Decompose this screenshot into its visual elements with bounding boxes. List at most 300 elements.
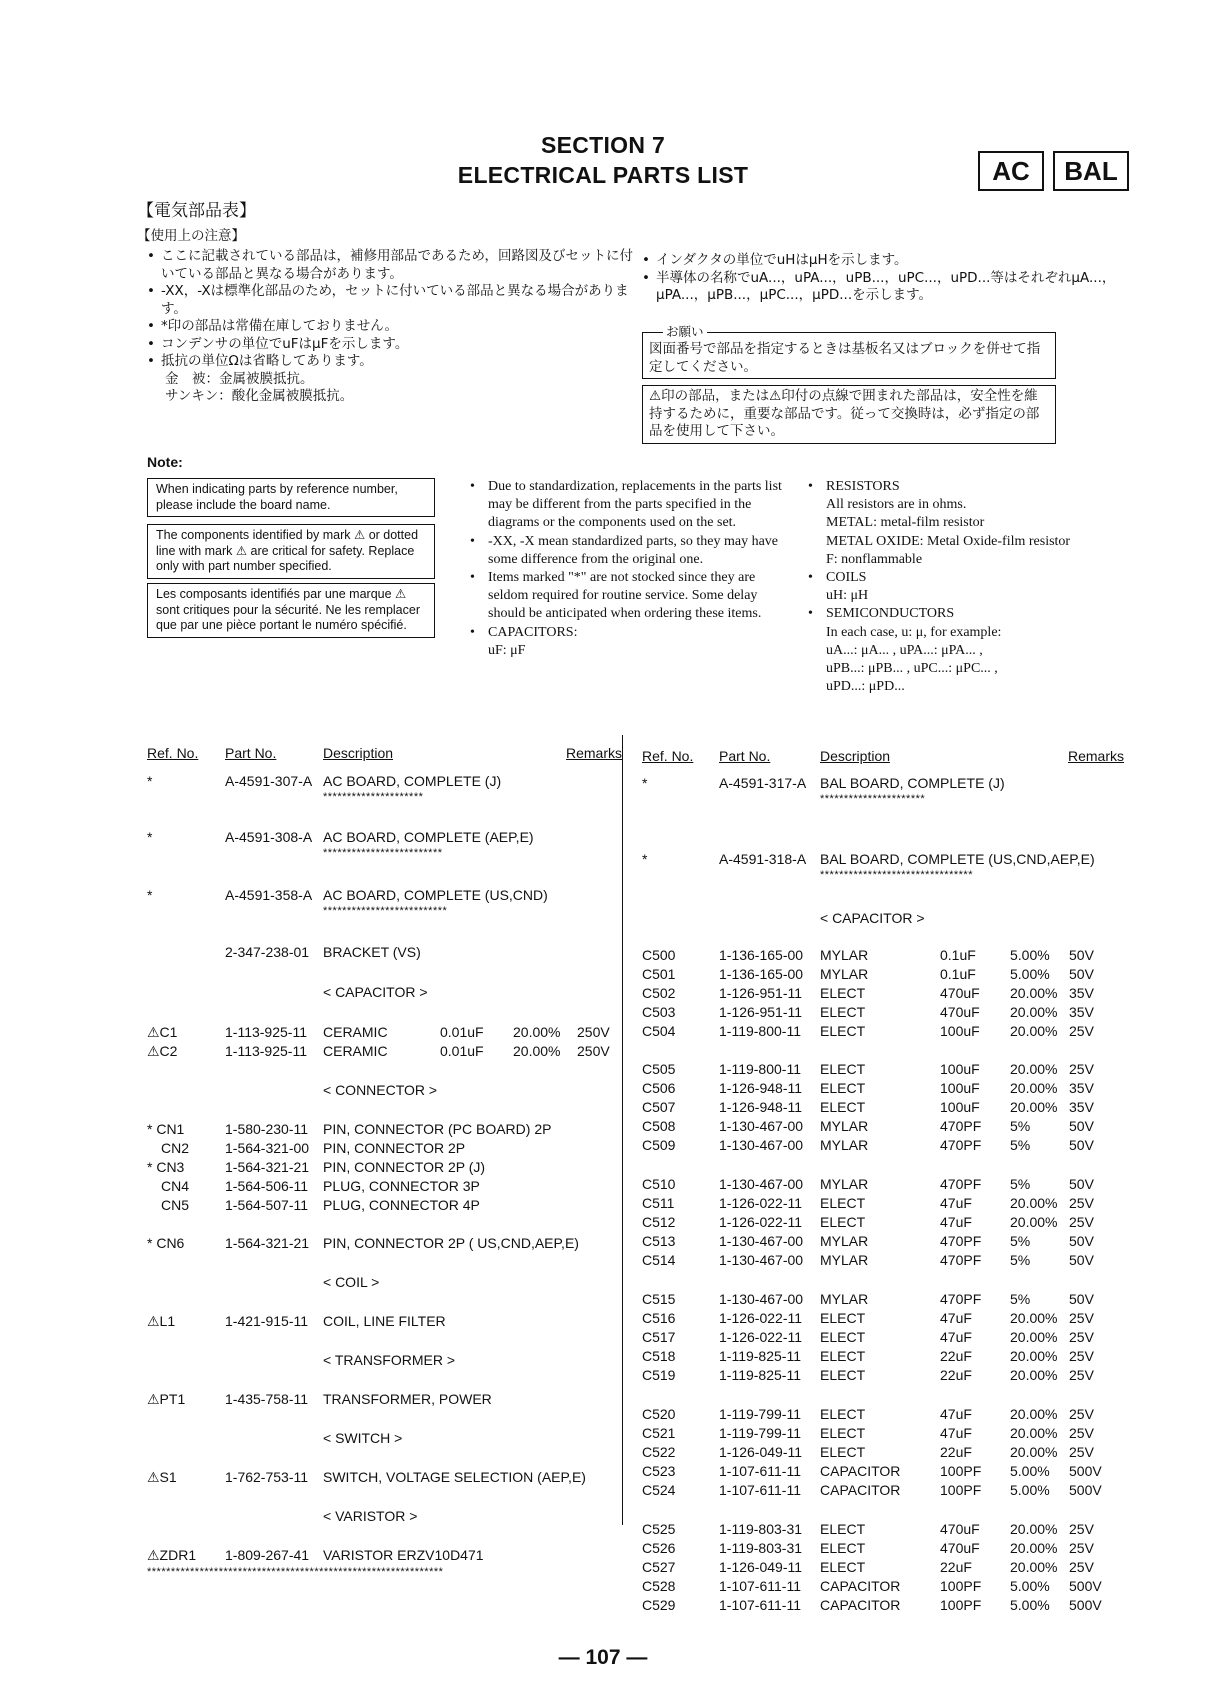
value-cell: 100uF [940, 1023, 980, 1039]
part-number-cell: 1-119-800-11 [719, 1023, 801, 1039]
note-label: Note: [147, 454, 183, 470]
ref-cell: * [642, 775, 648, 791]
ref-cell: C520 [642, 1406, 676, 1422]
rating-cell: 35V [1069, 1099, 1094, 1115]
description-cell: ELECT [820, 1061, 866, 1077]
ref-cell: C529 [642, 1597, 676, 1613]
rating-cell: 25V [1069, 1023, 1094, 1039]
description-cell: PLUG, CONNECTOR 4P [323, 1197, 480, 1213]
description-cell: < VARISTOR > [323, 1508, 418, 1524]
ref-cell: C508 [642, 1118, 676, 1134]
part-number-cell: A-4591-317-A [719, 775, 807, 791]
rating-cell: 35V [1069, 1004, 1094, 1020]
ref-cell: * [147, 829, 153, 845]
jp-subheading: 【使用上の注意】 [137, 228, 245, 244]
part-number-cell: 1-126-948-11 [719, 1080, 803, 1096]
part-number-cell: 1-119-799-11 [719, 1425, 801, 1441]
ref-cell: ⚠PT1 [147, 1391, 186, 1407]
rating-cell: 250V [577, 1043, 610, 1059]
description-cell: CAPACITOR [820, 1463, 901, 1479]
note-right-item [808, 642, 1128, 660]
note-mid-item [470, 624, 785, 642]
description-cell: ELECT [820, 1559, 866, 1575]
tolerance-cell: 5% [1010, 1291, 1031, 1307]
rating-cell: 25V [1069, 1444, 1094, 1460]
rating-cell: 500V [1069, 1482, 1102, 1498]
tolerance-cell: 5% [1010, 1176, 1031, 1192]
part-number-cell: 1-119-825-11 [719, 1367, 801, 1383]
tolerance-cell: 20.00% [1010, 1444, 1058, 1460]
value-cell: 470PF [940, 1118, 982, 1134]
value-cell: 470PF [940, 1291, 982, 1307]
note-mid-list [470, 478, 785, 660]
part-number-cell: 1-580-230-11 [225, 1121, 309, 1137]
part-number-cell: 1-564-321-21 [225, 1159, 310, 1175]
tolerance-cell: 20.00% [1010, 1559, 1058, 1575]
col-remarks-left: Remarks [566, 745, 623, 761]
jp-resistor-line: サンキン：酸化金属被膜抵抗。 [165, 388, 354, 404]
description-cell: MYLAR [820, 1252, 869, 1268]
description-cell: ELECT [820, 1080, 866, 1096]
stars-line: ******************************** [820, 869, 973, 881]
description-cell: ELECT [820, 1348, 866, 1364]
ref-cell: CN4 [161, 1178, 190, 1194]
tolerance-cell: 5.00% [1010, 1578, 1050, 1594]
ref-cell: * CN6 [147, 1235, 185, 1251]
note-text: COILS [826, 570, 867, 586]
note-text: uF: μF [488, 642, 526, 658]
part-number-cell: 1-107-611-11 [719, 1463, 801, 1479]
note-right-item [808, 678, 1128, 696]
description-cell: MYLAR [820, 1118, 869, 1134]
part-number-cell: 1-113-925-11 [225, 1024, 307, 1040]
tolerance-cell: 20.00% [1010, 1367, 1058, 1383]
ref-cell: C511 [642, 1195, 675, 1211]
ref-cell: C515 [642, 1291, 676, 1307]
part-number-cell: 1-564-506-11 [225, 1178, 309, 1194]
tolerance-cell: 5% [1010, 1252, 1031, 1268]
tolerance-cell: 5.00% [1010, 947, 1050, 963]
description-cell: CERAMIC [323, 1024, 388, 1040]
part-number-cell: 1-130-467-00 [719, 1291, 804, 1307]
value-cell: 0.1uF [940, 947, 976, 963]
tolerance-cell: 20.00% [513, 1043, 561, 1059]
stars-line: ********************** [820, 793, 926, 805]
part-number-cell: 1-130-467-00 [719, 1252, 804, 1268]
bullet: • [470, 479, 475, 494]
description-cell: PIN, CONNECTOR 2P (J) [323, 1159, 486, 1175]
rating-cell: 50V [1069, 1118, 1094, 1134]
part-number-cell: 1-126-022-11 [719, 1310, 803, 1326]
part-number-cell: 1-762-753-11 [225, 1469, 309, 1485]
value-cell: 47uF [940, 1195, 972, 1211]
ref-cell: C509 [642, 1137, 676, 1153]
description-cell: COIL, LINE FILTER [323, 1313, 446, 1329]
jp-note: • 半導体の名称でuA...，uPA...，uPB...，uPC...，uPD...等はそれぞれμA...，μPA...，μPB...，μPC...，μPD...を示します。 [640, 270, 1130, 305]
page-title: ELECTRICAL PARTS LIST [457, 162, 749, 188]
value-cell: 0.1uF [940, 966, 976, 982]
ref-cell: C503 [642, 1004, 676, 1020]
value-cell: 100PF [940, 1597, 982, 1613]
note-text: F: nonflammable [826, 551, 923, 567]
description-cell: < CAPACITOR > [820, 910, 925, 926]
tolerance-cell: 5.00% [1010, 966, 1050, 982]
rating-cell: 500V [1069, 1463, 1102, 1479]
description-cell: ELECT [820, 1406, 866, 1422]
tolerance-cell: 20.00% [1010, 1310, 1058, 1326]
value-cell: 47uF [940, 1329, 972, 1345]
description-cell: ELECT [820, 1540, 866, 1556]
tolerance-cell: 5% [1010, 1233, 1031, 1249]
stars-line: ************************* [323, 847, 443, 859]
description-cell: ELECT [820, 1099, 866, 1115]
part-number-cell: 1-564-321-00 [225, 1140, 310, 1156]
jp-left-notes [145, 248, 635, 406]
tolerance-cell: 5.00% [1010, 1597, 1050, 1613]
jp-resistor-line: 金 被：金属被膜抵抗。 [165, 370, 314, 387]
description-cell: ELECT [820, 1329, 866, 1345]
ref-cell: C501 [642, 966, 676, 982]
description-cell: MYLAR [820, 1233, 869, 1249]
part-number-cell: 1-126-049-11 [719, 1559, 803, 1575]
bullet: • [808, 606, 813, 622]
rating-cell: 25V [1069, 1406, 1094, 1422]
description-cell: CAPACITOR [820, 1482, 901, 1498]
note-right-item [808, 660, 1128, 678]
tolerance-cell: 20.00% [1010, 1004, 1058, 1020]
rating-cell: 25V [1069, 1559, 1094, 1575]
description-cell: CAPACITOR [820, 1578, 901, 1594]
note-right-item [808, 587, 1128, 605]
value-cell: 100uF [940, 1080, 980, 1096]
ref-cell: C505 [642, 1061, 676, 1077]
part-number-cell: 1-107-611-11 [719, 1482, 801, 1498]
description-cell: BRACKET (VS) [323, 944, 421, 960]
rating-cell: 50V [1069, 1291, 1094, 1307]
tolerance-cell: 20.00% [1010, 1214, 1058, 1230]
stars-line: ************************** [323, 905, 448, 917]
note-text: METAL: metal-film resistor [826, 515, 985, 531]
value-cell: 100PF [940, 1463, 982, 1479]
bullet: • [470, 624, 475, 640]
ref-cell: * CN1 [147, 1121, 185, 1137]
col-part-left: Part No. [225, 745, 277, 761]
description-cell: PLUG, CONNECTOR 3P [323, 1178, 480, 1194]
note-right-item [808, 605, 1128, 623]
description-cell: AC BOARD, COMPLETE (US,CND) [323, 887, 548, 903]
part-number-cell: A-4591-308-A [225, 829, 313, 845]
note-text: -XX, -X mean standardized parts, so they may have some difference from the original one. [488, 533, 779, 567]
description-cell: ELECT [820, 1195, 866, 1211]
part-number-cell: 1-130-467-00 [719, 1118, 804, 1134]
value-cell: 100PF [940, 1482, 982, 1498]
ref-cell: C500 [642, 947, 676, 963]
part-number-cell: 1-126-022-11 [719, 1329, 803, 1345]
note-right-item [808, 551, 1128, 569]
part-number-cell: 1-435-758-11 [225, 1391, 309, 1407]
description-cell: PIN, CONNECTOR 2P ( US,CND,AEP,E) [323, 1235, 579, 1251]
jp-note: • *印の部品は常備在庫しておりません。 [145, 318, 635, 336]
stars-line: ********************* [323, 791, 424, 803]
value-cell: 47uF [940, 1425, 972, 1441]
description-cell: AC BOARD, COMPLETE (AEP,E) [323, 829, 534, 845]
note-mid-item [470, 569, 785, 624]
col-ref-left: Ref. No. [147, 745, 199, 761]
jp-request-label: お願い [663, 323, 707, 341]
value-cell: 470uF [940, 1540, 980, 1556]
description-cell: ELECT [820, 1521, 866, 1537]
bullet: • [808, 479, 813, 494]
tolerance-cell: 5% [1010, 1137, 1031, 1153]
rating-cell: 500V [1069, 1578, 1102, 1594]
bullet: • [470, 533, 475, 549]
value-cell: 470uF [940, 1004, 980, 1020]
description-cell: < CONNECTOR > [323, 1082, 438, 1098]
section-number: SECTION 7 [540, 132, 666, 158]
rating-cell: 50V [1069, 1176, 1094, 1192]
col-remarks-right: Remarks [1068, 748, 1125, 764]
note-text: uH: μH [826, 588, 869, 604]
note-box-board: When indicating parts by reference number, please include the board name. [147, 478, 435, 517]
description-cell: PIN, CONNECTOR 2P [323, 1140, 466, 1156]
ref-cell: C526 [642, 1540, 676, 1556]
jp-request-text: 図面番号で部品を指定するときは基板名又はブロックを併せて指定してください。 [649, 341, 1041, 375]
ref-cell: ⚠C2 [147, 1043, 178, 1059]
jp-note: • インダクタの単位でuHはμHを示します。 [640, 252, 1130, 270]
value-cell: 470PF [940, 1137, 982, 1153]
tolerance-cell: 20.00% [1010, 1195, 1058, 1211]
note-mid-item [470, 478, 785, 533]
value-cell: 100PF [940, 1578, 982, 1594]
jp-safety-box: ⚠印の部品，または⚠印付の点線で囲まれた部品は，安全性を維持するために，重要な部品です。従って交換時は，必ず指定の部品を使用して下さい。 [642, 385, 1056, 444]
value-cell: 47uF [940, 1214, 972, 1230]
part-number-cell: 1-421-915-11 [225, 1313, 309, 1329]
description-cell: AC BOARD, COMPLETE (J) [323, 773, 502, 789]
value-cell: 470uF [940, 1521, 980, 1537]
tolerance-cell: 20.00% [1010, 1080, 1058, 1096]
ref-cell: C506 [642, 1080, 676, 1096]
description-cell: SWITCH, VOLTAGE SELECTION (AEP,E) [323, 1469, 586, 1485]
note-text: uA...: μA... , uPA...: μPA... , [826, 642, 983, 658]
description-cell: ELECT [820, 1004, 866, 1020]
tolerance-cell: 20.00% [1010, 1329, 1058, 1345]
description-cell: CAPACITOR [820, 1597, 901, 1613]
ref-cell: * CN3 [147, 1159, 185, 1175]
note-right-item [808, 624, 1128, 642]
rating-cell: 25V [1069, 1367, 1094, 1383]
rating-cell: 250V [577, 1024, 610, 1040]
description-cell: MYLAR [820, 1291, 869, 1307]
ref-cell: * [147, 887, 153, 903]
description-cell: ELECT [820, 1310, 866, 1326]
part-number-cell: 1-126-951-11 [719, 1004, 803, 1020]
rating-cell: 25V [1069, 1195, 1094, 1211]
bullet: • [470, 570, 475, 586]
description-cell: MYLAR [820, 1137, 869, 1153]
ref-cell: ⚠S1 [147, 1469, 177, 1485]
tolerance-cell: 20.00% [1010, 1425, 1058, 1441]
description-cell: ELECT [820, 1023, 866, 1039]
note-right-item [808, 569, 1128, 587]
ref-cell: CN2 [161, 1140, 190, 1156]
ref-cell: CN5 [161, 1197, 190, 1213]
ref-cell: C525 [642, 1521, 676, 1537]
tolerance-cell: 20.00% [1010, 1023, 1058, 1039]
rating-cell: 500V [1069, 1597, 1102, 1613]
tolerance-cell: 5.00% [1010, 1482, 1050, 1498]
note-box-safety-fr: Les composants identifiés par une marque ⚠ sont critiques pour la sécurité. Ne les remplacer que par une pièce portant le numéro spécifié. [147, 583, 435, 638]
part-number-cell: 2-347-238-01 [225, 944, 310, 960]
tolerance-cell: 20.00% [1010, 1406, 1058, 1422]
description-cell: < SWITCH > [323, 1430, 403, 1446]
ref-cell: C512 [642, 1214, 676, 1230]
rating-cell: 35V [1069, 985, 1094, 1001]
ref-cell: C524 [642, 1482, 676, 1498]
ref-cell: C527 [642, 1559, 676, 1575]
tolerance-cell: 20.00% [513, 1024, 561, 1040]
note-text: In each case, u: μ, for example: [826, 624, 1002, 640]
note-text: Items marked "*" are not stocked since they are seldom required for routine service. Some delay should be anticipated when ordering these items. [488, 570, 762, 622]
description-cell: ELECT [820, 1367, 866, 1383]
bullet: • [808, 570, 813, 586]
tolerance-cell: 5.00% [1010, 1463, 1050, 1479]
part-number-cell: A-4591-358-A [225, 887, 313, 903]
part-number-cell: 1-136-165-00 [719, 947, 804, 963]
note-text: CAPACITORS: [488, 624, 578, 640]
column-separator [622, 735, 623, 1525]
page-number: — 107 — [558, 1646, 648, 1669]
value-cell: 22uF [940, 1367, 972, 1383]
part-number-cell: 1-107-611-11 [719, 1578, 801, 1594]
part-number-cell: A-4591-307-A [225, 773, 313, 789]
ref-cell: C513 [642, 1233, 676, 1249]
note-text: Due to standardization, replacements in the parts list may be different from the parts specified in the diagrams or the components used on the set. [488, 479, 782, 531]
rating-cell: 50V [1069, 1233, 1094, 1249]
tolerance-cell: 20.00% [1010, 985, 1058, 1001]
ref-cell: C514 [642, 1252, 676, 1268]
ref-cell: ⚠ZDR1 [147, 1547, 197, 1563]
value-cell: 470PF [940, 1233, 982, 1249]
note-box-safety-en: The components identified by mark ⚠ or dotted line with mark ⚠ are critical for safety. Replace only with part number specified. [147, 524, 435, 579]
part-number-cell: 1-107-611-11 [719, 1597, 801, 1613]
part-number-cell: 1-809-267-41 [225, 1547, 310, 1563]
ref-cell: C502 [642, 985, 676, 1001]
col-ref-right: Ref. No. [642, 748, 694, 764]
description-cell: < COIL > [323, 1274, 380, 1290]
part-number-cell: 1-119-803-31 [719, 1540, 803, 1556]
part-number-cell: 1-119-825-11 [719, 1348, 801, 1364]
value-cell: 470PF [940, 1252, 982, 1268]
tolerance-cell: 20.00% [1010, 1099, 1058, 1115]
ref-cell: C523 [642, 1463, 676, 1479]
note-mid-item [470, 533, 785, 569]
description-cell: MYLAR [820, 947, 869, 963]
tag-bal: BAL [1053, 151, 1129, 191]
description-cell: CERAMIC [323, 1043, 388, 1059]
rating-cell: 25V [1069, 1425, 1094, 1441]
jp-note: • -XX，-Xは標準化部品のため，セットに付いている部品と異なる場合があります。 [145, 283, 635, 318]
description-cell: ELECT [820, 985, 866, 1001]
value-cell: 47uF [940, 1310, 972, 1326]
part-number-cell: 1-119-803-31 [719, 1521, 803, 1537]
part-number-cell: 1-130-467-00 [719, 1233, 804, 1249]
part-number-cell: 1-119-799-11 [719, 1406, 801, 1422]
description-cell: PIN, CONNECTOR (PC BOARD) 2P [323, 1121, 552, 1137]
jp-note: • コンデンサの単位でuFはμFを示します。 [145, 336, 635, 354]
note-text: RESISTORS [826, 479, 900, 494]
value-cell: 22uF [940, 1559, 972, 1575]
part-number-cell: 1-136-165-00 [719, 966, 804, 982]
value-cell: 100uF [940, 1061, 980, 1077]
rating-cell: 25V [1069, 1310, 1094, 1326]
col-desc-right: Description [820, 748, 891, 764]
note-text: SEMICONDUCTORS [826, 606, 955, 622]
description-cell: BAL BOARD, COMPLETE (US,CND,AEP,E) [820, 851, 1095, 867]
rating-cell: 50V [1069, 1137, 1094, 1153]
rating-cell: 50V [1069, 966, 1094, 982]
part-number-cell: 1-126-022-11 [719, 1195, 803, 1211]
description-cell: MYLAR [820, 1176, 869, 1192]
rating-cell: 25V [1069, 1521, 1094, 1537]
jp-note: • 抵抗の単位Ωは省略してあります。 [145, 353, 635, 371]
ref-cell: C510 [642, 1176, 676, 1192]
part-number-cell: 1-564-507-11 [225, 1197, 309, 1213]
part-number-cell: 1-130-467-00 [719, 1176, 804, 1192]
note-right-item [808, 514, 1128, 532]
note-right-item [808, 533, 1128, 551]
note-text: uPB...: μPB... , uPC...: μPC... , [826, 661, 998, 677]
value-cell: 470PF [940, 1176, 982, 1192]
value-cell: 100uF [940, 1099, 980, 1115]
description-cell: ELECT [820, 1444, 866, 1460]
value-cell: 22uF [940, 1348, 972, 1364]
part-number-cell: 1-113-925-11 [225, 1043, 307, 1059]
description-cell: MYLAR [820, 966, 869, 982]
ref-cell: C528 [642, 1578, 676, 1594]
jp-request-box [642, 324, 1056, 379]
note-right-item [808, 496, 1128, 514]
rating-cell: 35V [1069, 1080, 1094, 1096]
value-cell: 47uF [940, 1406, 972, 1422]
tolerance-cell: 5% [1010, 1118, 1031, 1134]
ref-cell: C516 [642, 1310, 676, 1326]
note-text: uPD...: μPD... [826, 679, 905, 695]
part-number-cell: 1-130-467-00 [719, 1137, 804, 1153]
description-cell: ELECT [820, 1214, 866, 1230]
ref-cell: ⚠L1 [147, 1313, 176, 1329]
note-text: METAL OXIDE: Metal Oxide-film resistor [826, 533, 1071, 549]
rating-cell: 50V [1069, 947, 1094, 963]
col-part-right: Part No. [719, 748, 771, 764]
rating-cell: 25V [1069, 1540, 1094, 1556]
note-mid-item [470, 642, 785, 660]
rating-cell: 25V [1069, 1061, 1094, 1077]
rating-cell: 25V [1069, 1348, 1094, 1364]
ref-cell: ⚠C1 [147, 1024, 178, 1040]
jp-note: • ここに記載されている部品は，補修用部品であるため，回路図及びセットに付いている部品と異なる場合があります。 [145, 248, 635, 283]
description-cell: ELECT [820, 1425, 866, 1441]
tag-ac: AC [978, 151, 1044, 191]
description-cell: BAL BOARD, COMPLETE (J) [820, 775, 1005, 791]
ref-cell: C507 [642, 1099, 676, 1115]
note-right-list [808, 478, 1128, 696]
rating-cell: 25V [1069, 1329, 1094, 1345]
description-cell: < TRANSFORMER > [323, 1352, 455, 1368]
col-desc-left: Description [323, 745, 394, 761]
tolerance-cell: 20.00% [1010, 1540, 1058, 1556]
jp-right-notes [640, 252, 1130, 305]
value-cell: 0.01uF [440, 1024, 484, 1040]
